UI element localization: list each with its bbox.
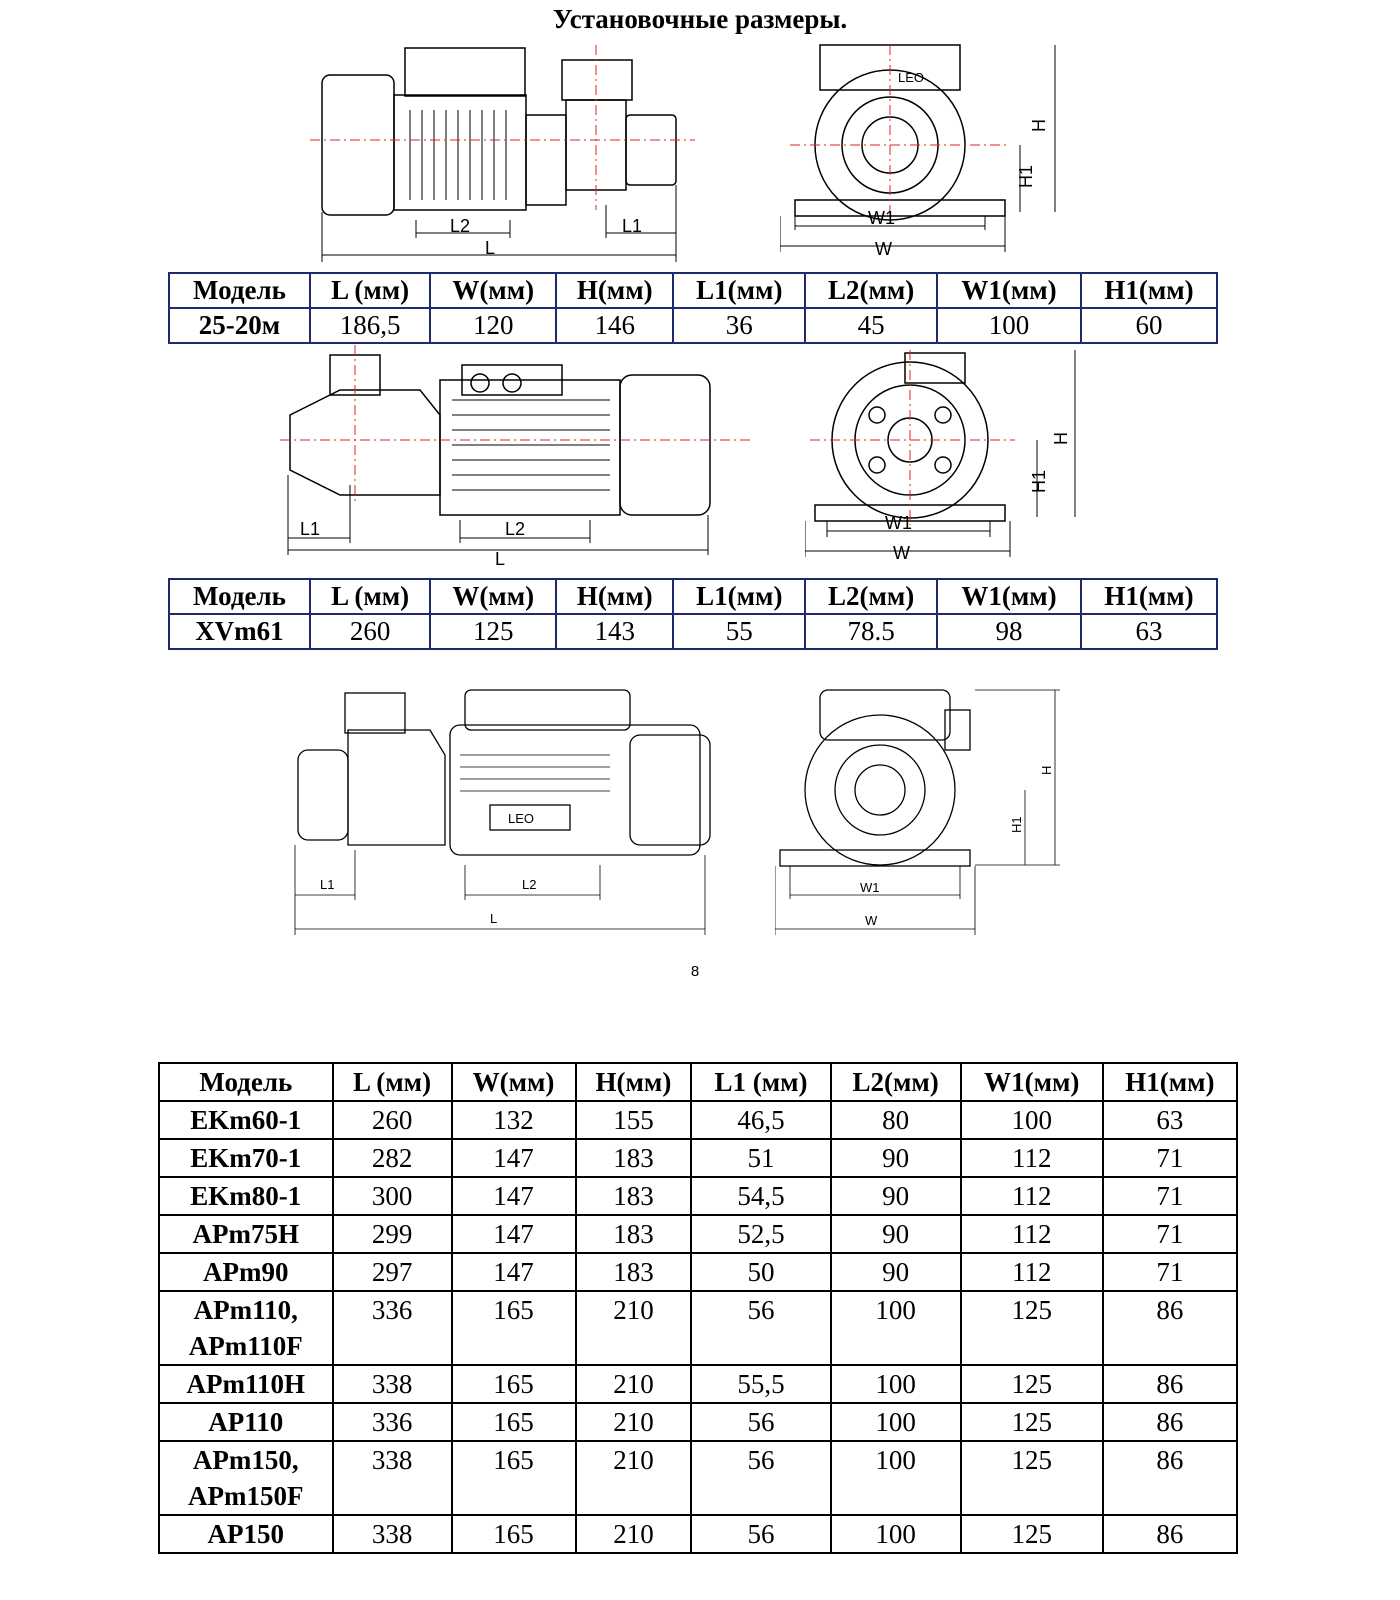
pump-front-drawing-3	[775, 685, 1095, 955]
label-l2: L2	[505, 519, 526, 539]
table-cell: 71	[1103, 1215, 1237, 1253]
table-cell: 125	[961, 1291, 1103, 1365]
label-l: L	[490, 911, 498, 926]
spec-table-25-20	[168, 272, 1218, 344]
model-cell: APm90	[159, 1253, 333, 1291]
model-cell: EKm60-1	[159, 1101, 333, 1139]
label-h: H	[1039, 765, 1054, 775]
pump-side-drawing-3	[290, 685, 730, 955]
brand-logo: LEO	[898, 70, 925, 85]
table-cell: 100	[961, 1101, 1103, 1139]
table-row	[159, 1177, 1237, 1215]
table-cell: 86	[1103, 1365, 1237, 1403]
label-l2: L2	[450, 216, 471, 236]
table-cell: 147	[452, 1177, 576, 1215]
table-cell: 165	[452, 1441, 576, 1515]
table-cell: 100	[831, 1291, 961, 1365]
table-cell: 80	[831, 1101, 961, 1139]
table-cell: 71	[1103, 1177, 1237, 1215]
table-cell: 338	[333, 1515, 452, 1553]
label-w: W	[865, 913, 878, 928]
header-cell: Модель	[169, 579, 310, 614]
table-row	[159, 1101, 1237, 1139]
table-row	[159, 1139, 1237, 1177]
table-cell: 51	[691, 1139, 830, 1177]
table-cell: 120	[430, 308, 556, 343]
header-cell: W(мм)	[452, 1063, 576, 1101]
table-cell: 56	[691, 1403, 830, 1441]
table-cell: 86	[1103, 1515, 1237, 1553]
table-cell: 143	[556, 614, 673, 649]
table-cell: 36	[673, 308, 805, 343]
table-row	[159, 1365, 1237, 1403]
header-cell: W1(мм)	[937, 579, 1081, 614]
table-cell: 125	[961, 1365, 1103, 1403]
table-cell: 183	[576, 1253, 692, 1291]
table-cell: 282	[333, 1139, 452, 1177]
table-cell: 63	[1103, 1101, 1237, 1139]
table-cell: 165	[452, 1291, 576, 1365]
model-cell: 25-20м	[169, 308, 310, 343]
model-cell: APm110, APm110F	[159, 1291, 333, 1365]
table-cell: 183	[576, 1215, 692, 1253]
table-row	[159, 1291, 1237, 1365]
table-cell: 90	[831, 1139, 961, 1177]
table-cell: 112	[961, 1253, 1103, 1291]
table-cell: 336	[333, 1403, 452, 1441]
table-cell: 100	[831, 1515, 961, 1553]
table-cell: 210	[576, 1515, 692, 1553]
header-cell: H1(мм)	[1081, 273, 1217, 308]
table-cell: 260	[333, 1101, 452, 1139]
label-h: H	[1029, 119, 1049, 132]
label-w1: W1	[885, 513, 912, 533]
table-cell: 100	[831, 1403, 961, 1441]
table-cell: 132	[452, 1101, 576, 1139]
table-cell: 210	[576, 1441, 692, 1515]
table-cell: 60	[1081, 308, 1217, 343]
model-cell: EKm70-1	[159, 1139, 333, 1177]
table-cell: 165	[452, 1515, 576, 1553]
label-l1: L1	[300, 519, 321, 539]
table-cell: 183	[576, 1139, 692, 1177]
header-cell: H1(мм)	[1103, 1063, 1237, 1101]
brand-logo: LEO	[508, 811, 535, 826]
table-row	[159, 1441, 1237, 1515]
label-h: H	[1051, 432, 1071, 445]
spec-table-xvm61	[168, 578, 1218, 650]
table-cell: 55,5	[691, 1365, 830, 1403]
model-cell: APm110H	[159, 1365, 333, 1403]
table-cell: 112	[961, 1177, 1103, 1215]
pump-side-drawing-2	[280, 345, 760, 573]
label-h1: H1	[1009, 816, 1024, 833]
header-cell: L2(мм)	[831, 1063, 961, 1101]
table-cell: 338	[333, 1441, 452, 1515]
pump-front-drawing-2	[805, 345, 1105, 573]
table-cell: 165	[452, 1365, 576, 1403]
table-cell: 56	[691, 1515, 830, 1553]
table-cell: 52,5	[691, 1215, 830, 1253]
model-cell: APm75H	[159, 1215, 333, 1253]
table-cell: 147	[452, 1139, 576, 1177]
label-w1: W1	[860, 880, 880, 895]
table-cell: 55	[673, 614, 805, 649]
label-w: W	[893, 543, 910, 563]
table-cell: 90	[831, 1177, 961, 1215]
table-cell: 86	[1103, 1291, 1237, 1365]
table-cell: 45	[805, 308, 937, 343]
table-cell: 297	[333, 1253, 452, 1291]
table-cell: 165	[452, 1403, 576, 1441]
table-cell: 299	[333, 1215, 452, 1253]
table-cell: 90	[831, 1215, 961, 1253]
header-cell: Модель	[169, 273, 310, 308]
table-cell: 186,5	[310, 308, 431, 343]
table-cell: 125	[961, 1403, 1103, 1441]
label-l2: L2	[522, 877, 537, 892]
table-cell: 112	[961, 1139, 1103, 1177]
header-cell: W1(мм)	[961, 1063, 1103, 1101]
header-cell: W1(мм)	[937, 273, 1081, 308]
pump-side-drawing-1	[300, 40, 720, 265]
table-cell: 112	[961, 1215, 1103, 1253]
table-cell: 147	[452, 1215, 576, 1253]
header-cell: L1(мм)	[673, 273, 805, 308]
label-l1: L1	[320, 877, 335, 892]
table-cell: 338	[333, 1365, 452, 1403]
model-cell: AP150	[159, 1515, 333, 1553]
table-cell: 146	[556, 308, 673, 343]
table-cell: 50	[691, 1253, 830, 1291]
label-w: W	[875, 239, 892, 259]
table-row	[169, 308, 1217, 343]
header-cell: H(мм)	[576, 1063, 692, 1101]
table-cell: 86	[1103, 1441, 1237, 1515]
header-cell: L2(мм)	[805, 273, 937, 308]
label-l1: L1	[622, 216, 643, 236]
table-row	[169, 614, 1217, 649]
table-cell: 125	[961, 1441, 1103, 1515]
table-cell: 46,5	[691, 1101, 830, 1139]
label-h1: H1	[1029, 469, 1049, 493]
label-h1: H1	[1016, 164, 1036, 188]
table-row	[159, 1515, 1237, 1553]
table-cell: 336	[333, 1291, 452, 1365]
table-cell: 100	[831, 1365, 961, 1403]
header-cell: L (мм)	[310, 579, 431, 614]
header-cell: Модель	[159, 1063, 333, 1101]
table-cell: 210	[576, 1365, 692, 1403]
table-row	[159, 1215, 1237, 1253]
table-cell: 100	[937, 308, 1081, 343]
table-cell: 125	[961, 1515, 1103, 1553]
table-cell: 56	[691, 1291, 830, 1365]
table-cell: 63	[1081, 614, 1217, 649]
table-cell: 86	[1103, 1403, 1237, 1441]
header-cell: L2(мм)	[805, 579, 937, 614]
header-cell: L (мм)	[333, 1063, 452, 1101]
table-header-row	[169, 273, 1217, 308]
table-cell: 71	[1103, 1253, 1237, 1291]
table-cell: 155	[576, 1101, 692, 1139]
table-cell: 90	[831, 1253, 961, 1291]
table-cell: 210	[576, 1403, 692, 1441]
table-header-row	[169, 579, 1217, 614]
table-cell: 183	[576, 1177, 692, 1215]
model-cell: APm150, APm150F	[159, 1441, 333, 1515]
pump-front-drawing-1	[780, 40, 1100, 265]
table-cell: 147	[452, 1253, 576, 1291]
spec-table-ekm-apm	[158, 1062, 1238, 1554]
header-cell: L (мм)	[310, 273, 431, 308]
table-cell: 54,5	[691, 1177, 830, 1215]
header-cell: H1(мм)	[1081, 579, 1217, 614]
table-header-row	[159, 1063, 1237, 1101]
label-l: L	[485, 238, 496, 258]
page-number: 8	[690, 963, 700, 980]
model-cell: AP110	[159, 1403, 333, 1441]
table-row	[159, 1403, 1237, 1441]
table-row	[159, 1253, 1237, 1291]
table-cell: 71	[1103, 1139, 1237, 1177]
label-l: L	[495, 549, 506, 569]
header-cell: L1 (мм)	[691, 1063, 830, 1101]
header-cell: H(мм)	[556, 273, 673, 308]
table-cell: 210	[576, 1291, 692, 1365]
table-cell: 260	[310, 614, 431, 649]
page-title: Установочные размеры.	[552, 4, 848, 34]
table-cell: 125	[430, 614, 556, 649]
table-cell: 100	[831, 1441, 961, 1515]
label-w1: W1	[868, 208, 895, 228]
table-cell: 56	[691, 1441, 830, 1515]
table-cell: 300	[333, 1177, 452, 1215]
header-cell: H(мм)	[556, 579, 673, 614]
model-cell: XVm61	[169, 614, 310, 649]
table-cell: 78.5	[805, 614, 937, 649]
header-cell: W(мм)	[430, 579, 556, 614]
header-cell: W(мм)	[430, 273, 556, 308]
header-cell: L1(мм)	[673, 579, 805, 614]
model-cell: EKm80-1	[159, 1177, 333, 1215]
table-cell: 98	[937, 614, 1081, 649]
